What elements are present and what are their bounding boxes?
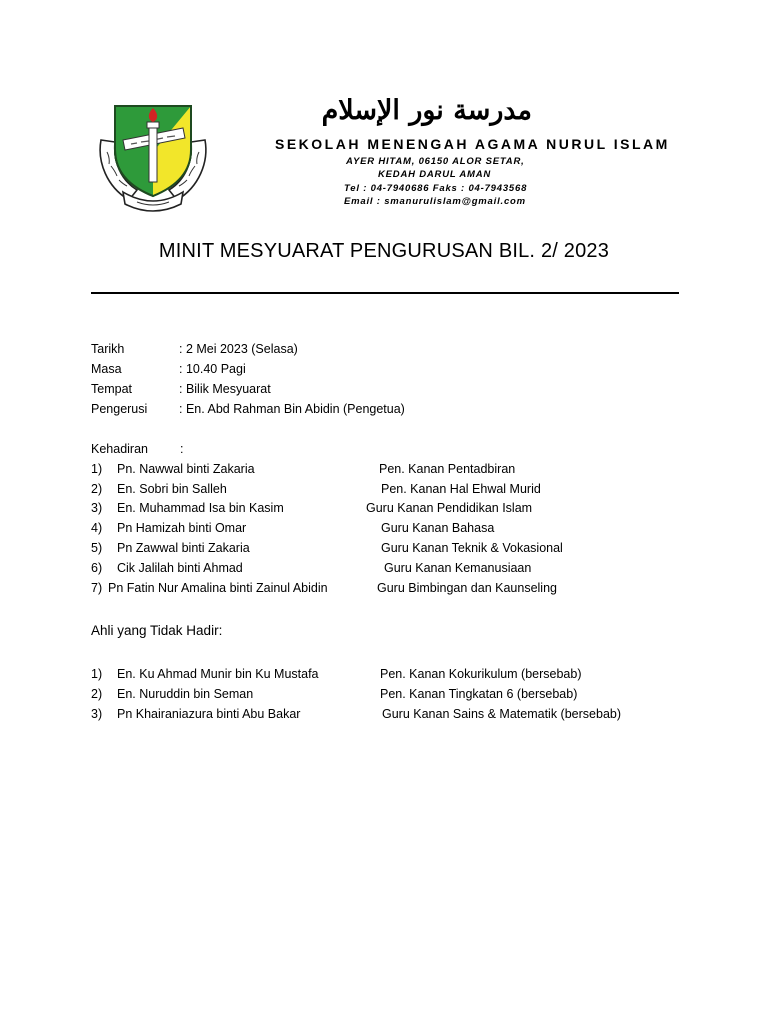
attendance-heading: Kehadiran (91, 442, 148, 456)
absent-number: 3) (91, 707, 103, 721)
school-name: SEKOLAH MENENGAH AGAMA NURUL ISLAM (275, 136, 670, 152)
email-line: Email : smanurulislam@gmail.com (344, 196, 526, 207)
attendance-colon: : (180, 442, 184, 456)
attendee-number: 7) (91, 581, 103, 595)
attendee-number: 1) (91, 462, 103, 476)
attendee-role: Guru Kanan Kemanusiaan (384, 561, 532, 575)
detail-label: Tempat (91, 382, 132, 396)
absent-role: Guru Kanan Sains & Matematik (bersebab) (382, 707, 622, 721)
attendee-role: Pen. Kanan Pentadbiran (379, 462, 516, 476)
contact-line: Tel : 04-7940686 Faks : 04-7943568 (344, 183, 528, 194)
attendee-name: Pn Zawwal binti Zakaria (117, 541, 250, 555)
absent-role: Pen. Kanan Kokurikulum (bersebab) (380, 667, 582, 681)
address-line-1: AYER HITAM, 06150 ALOR SETAR, (346, 156, 525, 167)
attendee-role: Guru Kanan Pendidikan Islam (366, 501, 533, 515)
title-divider (91, 292, 679, 294)
attendee-number: 3) (91, 501, 103, 515)
attendee-number: 2) (91, 482, 103, 496)
school-arabic-name: مدرسة نور الإسلام (321, 95, 532, 126)
attendee-name: Pn. Nawwal binti Zakaria (117, 462, 255, 476)
absent-name: En. Nuruddin bin Seman (117, 687, 254, 701)
detail-label: Tarikh (91, 342, 125, 356)
attendee-name: Cik Jalilah binti Ahmad (117, 561, 243, 575)
absent-name: Pn Khairaniazura binti Abu Bakar (117, 707, 301, 721)
attendee-number: 6) (91, 561, 103, 575)
address-line-2: KEDAH DARUL AMAN (378, 169, 492, 180)
detail-label: Pengerusi (91, 402, 148, 416)
attendee-number: 4) (91, 521, 103, 535)
detail-value: : En. Abd Rahman Bin Abidin (Pengetua) (179, 402, 405, 416)
absent-number: 1) (91, 667, 103, 681)
attendee-role: Guru Bimbingan dan Kaunseling (377, 581, 557, 595)
absent-name: En. Ku Ahmad Munir bin Ku Mustafa (117, 667, 319, 681)
attendee-name: Pn Fatin Nur Amalina binti Zainul Abidin (108, 581, 328, 595)
detail-value: : Bilik Mesyuarat (179, 382, 271, 396)
attendee-name: Pn Hamizah binti Omar (117, 521, 247, 535)
absent-number: 2) (91, 687, 103, 701)
attendee-role: Guru Kanan Teknik & Vokasional (381, 541, 563, 555)
attendee-number: 5) (91, 541, 103, 555)
attendee-name: En. Muhammad Isa bin Kasim (117, 501, 284, 515)
attendee-role: Guru Kanan Bahasa (381, 521, 495, 535)
absent-role: Pen. Kanan Tingkatan 6 (bersebab) (380, 687, 578, 701)
document-title: MINIT MESYUARAT PENGURUSAN BIL. 2/ 2023 (158, 240, 610, 262)
detail-value: : 2 Mei 2023 (Selasa) (179, 342, 298, 356)
detail-label: Masa (91, 362, 122, 376)
attendee-name: En. Sobri bin Salleh (117, 482, 227, 496)
absent-heading: Ahli yang Tidak Hadir: (91, 623, 223, 638)
attendee-role: Pen. Kanan Hal Ehwal Murid (381, 482, 541, 496)
school-crest-logo (93, 92, 213, 212)
detail-value: : 10.40 Pagi (179, 362, 246, 376)
